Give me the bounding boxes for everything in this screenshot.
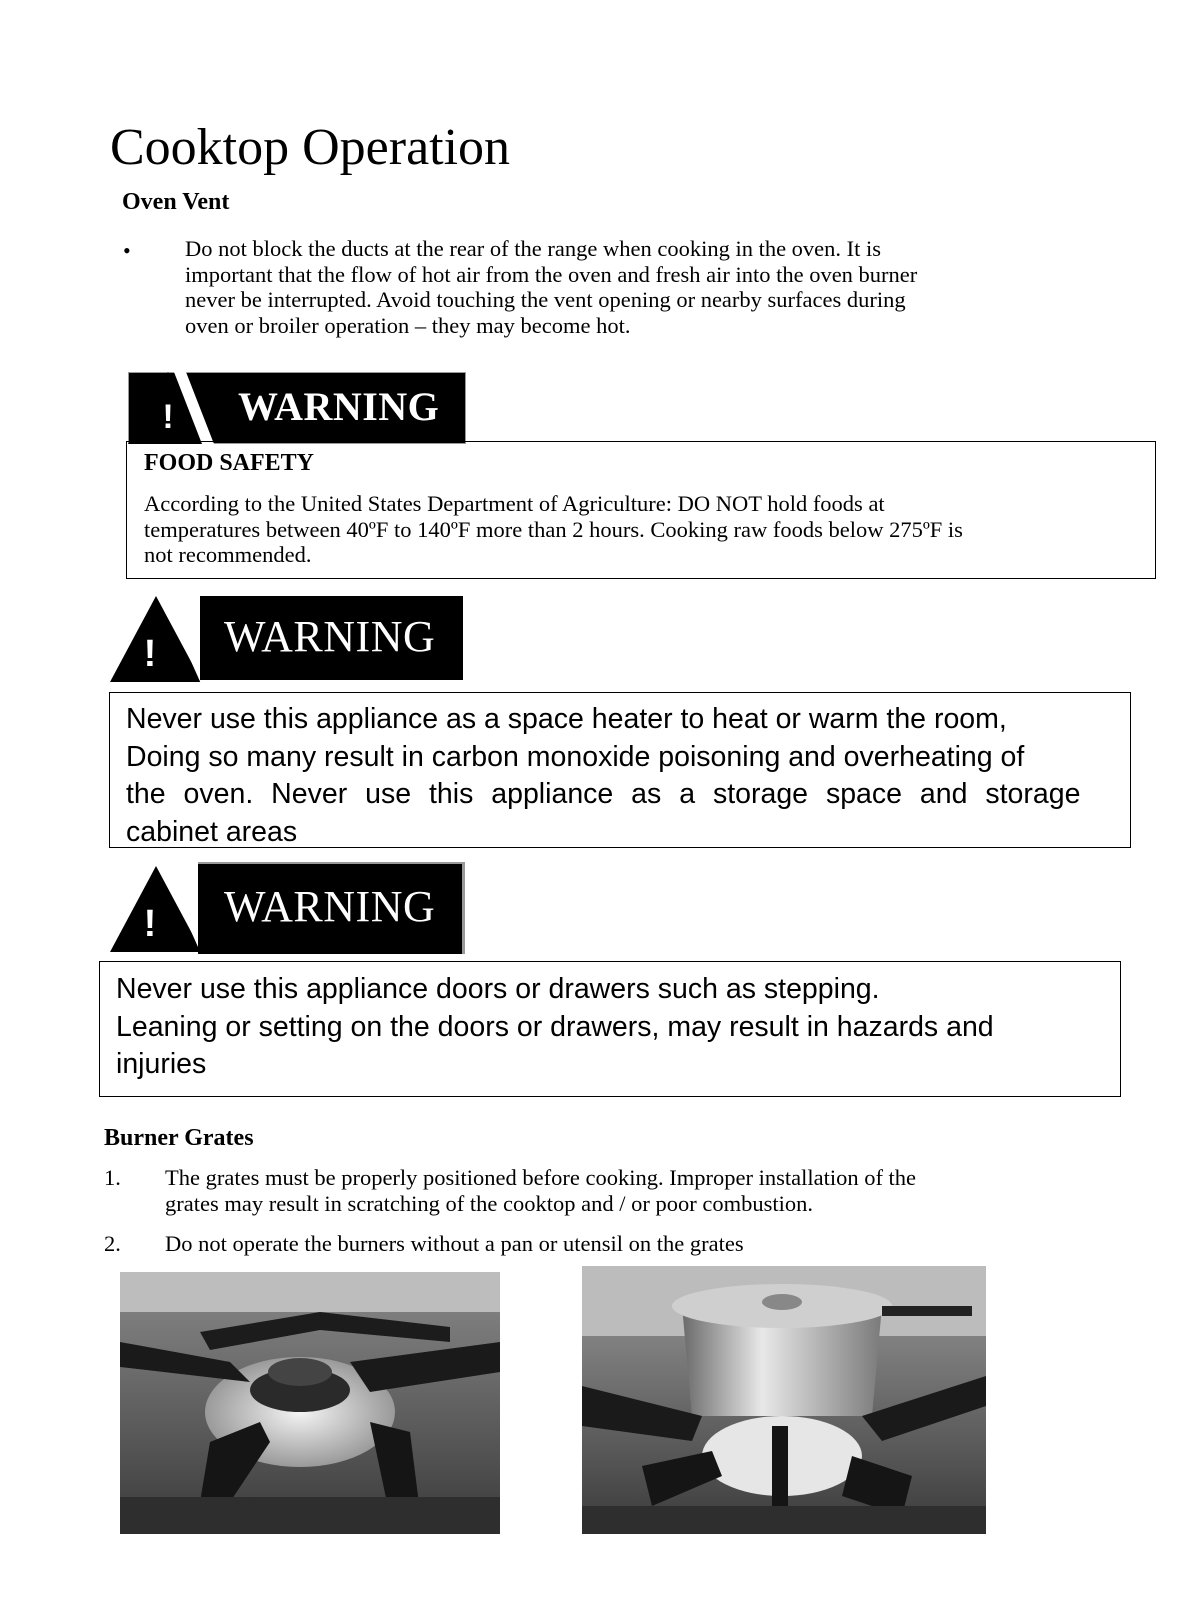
warning-label: WARNING (224, 882, 436, 931)
text-line: Do not block the ducts at the rear of the range when cooking in the oven. It is (185, 236, 882, 261)
text-line: Doing so many result in carbon monoxide poisoning and overheating of (126, 740, 1025, 773)
oven-vent-heading: Oven Vent (122, 189, 230, 215)
svg-text:!: ! (162, 398, 174, 436)
burner-grate-photo (120, 1272, 500, 1534)
text-line: Leaning or setting on the doors or drawers, may result in hazards and (116, 1010, 994, 1043)
text-line: cabinet areas (126, 815, 298, 848)
oven-vent-text (185, 236, 1075, 338)
text-line: According to the United States Department of Agriculture: DO NOT hold foods at (144, 491, 885, 516)
text-line: injuries (116, 1048, 207, 1080)
text-line: Do not operate the burners without a pan or utensil on the grates (165, 1231, 744, 1256)
text-line: not recommended. (144, 542, 312, 567)
text-line: Never use this appliance doors or drawers such as stepping. (116, 973, 880, 1005)
page-title: Cooktop Operation (110, 119, 511, 176)
warning-label: WARNING (238, 384, 440, 429)
burner-grates-heading: Burner Grates (104, 1125, 254, 1151)
bullet-marker: • (123, 238, 131, 263)
doors-text (116, 971, 1111, 1084)
list-item (104, 1165, 1104, 1216)
list-number: 1. (104, 1165, 121, 1190)
food-safety-heading: FOOD SAFETY (144, 450, 315, 476)
text-line: oven or broiler operation – they may become hot. (185, 312, 631, 338)
food-safety-text (144, 491, 1149, 568)
text-line: The grates must be properly positioned before cooking. Improper installation of the (165, 1165, 917, 1190)
text-line: Never use this appliance as a space heater to heat or warm the room, (126, 703, 1007, 735)
text-line: important that the flow of hot air from the oven and fresh air into the oven burner (185, 261, 918, 287)
list-number: 2. (104, 1231, 121, 1256)
space-heater-text (126, 701, 1121, 851)
text-line: never be interrupted. Avoid touching the vent opening or nearby surfaces during (185, 287, 906, 312)
text-line: temperatures between 40ºF to 140ºF more than 2 hours. Cooking raw foods below 275ºF is (144, 516, 963, 542)
warning-stripe-icon (174, 372, 214, 444)
svg-text:!: ! (143, 633, 157, 675)
svg-text:!: ! (143, 903, 157, 945)
text-line: grates may result in scratching of the cooktop and / or poor combustion. (165, 1190, 813, 1216)
burner-grates-list (104, 1165, 1104, 1257)
list-item (104, 1231, 1104, 1257)
pot-on-burner-photo (582, 1266, 986, 1534)
warning-label: WARNING (224, 612, 436, 661)
text-line: the oven. Never use this appliance as a storage space and storage (126, 778, 1081, 810)
